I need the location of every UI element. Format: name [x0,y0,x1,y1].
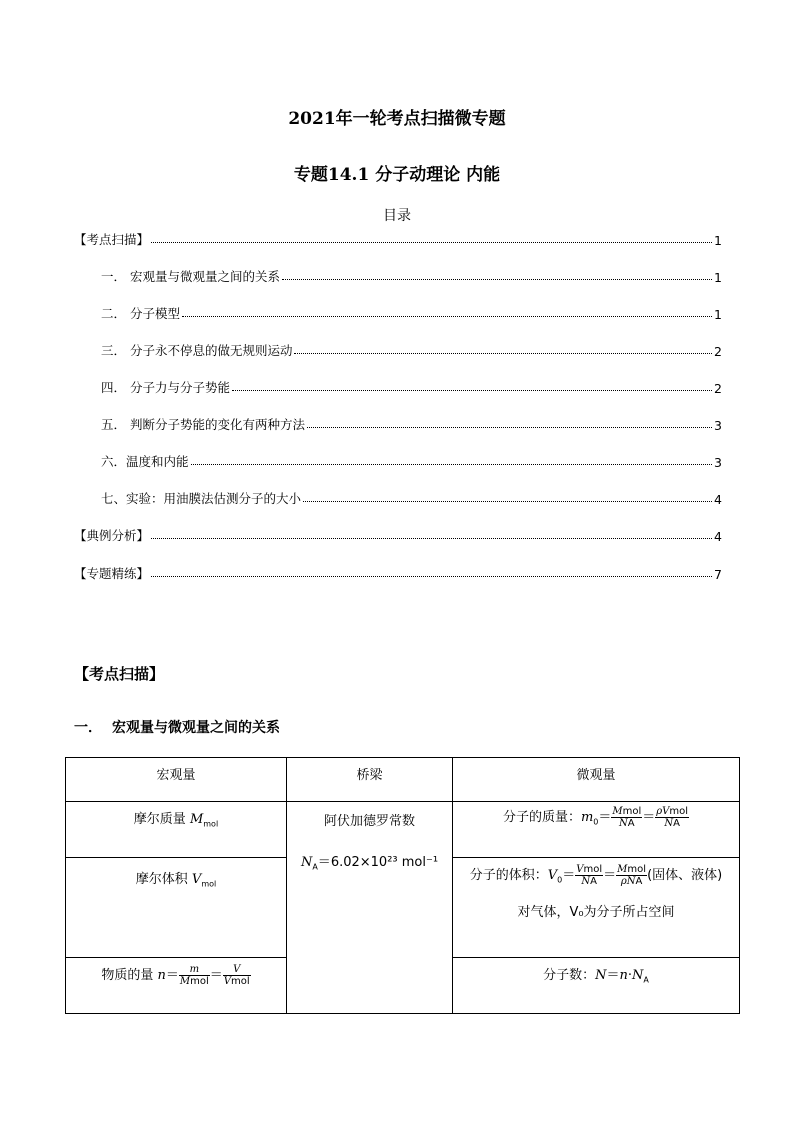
toc-item[interactable] [0,489,794,507]
molar-volume-label: 摩尔体积 [135,872,188,887]
toc-leader [151,575,712,577]
toc-heading: 目录 [383,208,411,224]
avogadro-formula: $N_A=6.02\times 10^{23}$ mol⁻¹ [300,855,439,872]
toc-item[interactable] [0,378,794,396]
toc-item-page: 3 [714,455,722,470]
cell-molecule-mass: 分子的质量：$m_0=$ $\frac{\text{Mmol}}{NA}$ ＝ $\frac{\text{ρVmol}}{NA}$ [453,802,740,858]
cell-molar-mass: 摩尔质量 $M_{mol}$ [66,802,287,858]
toc-item-page: 1 [714,233,722,248]
toc-leader [307,426,712,428]
toc-item-page: 2 [714,344,722,359]
subsection-title: 宏观量与微观量之间的关系 [112,720,280,736]
toc-item-text: 三． 分子永不停息的做无规则运动 [101,343,293,358]
toc-item[interactable] [0,230,794,248]
toc-item-page: 1 [714,307,722,322]
relation-table [65,757,740,1014]
toc-item-text: 二． 分子模型 [101,306,180,321]
cell-molecule-count: 分子数：$N=n\cdot N_A$ [453,958,740,1014]
toc-item-text: 【专题精练】 [74,566,150,581]
toc-item-text: 七、实验：用油膜法估测分子的大小 [101,491,302,506]
amount-label: 物质的量 [101,968,154,983]
section-heading: 【考点扫描】 [74,665,165,683]
subsection-number: 一． [74,720,102,736]
toc-item[interactable] [0,415,794,433]
document-title: 2021年一轮考点扫描微专题 [288,109,506,129]
document-subtitle: 专题14.1 分子动理论 内能 [293,165,501,185]
cell-molecule-volume [453,858,740,958]
toc-item-page: 4 [714,529,722,544]
subsection-heading [74,717,280,737]
toc-item[interactable] [0,341,794,359]
gas-note: 对气体，V₀为分子所占空间 [517,905,675,920]
toc-leader [151,241,712,243]
toc-item-text: 【考点扫描】 [74,232,150,247]
header-micro: 微观量 [453,758,740,802]
toc-item[interactable] [0,267,794,285]
toc-item[interactable] [0,564,794,582]
toc-item-text: 四． 分子力与分子势能 [101,380,230,395]
toc-item-text: 【典例分析】 [74,528,150,543]
toc-item-page: 3 [714,418,722,433]
toc-item-text: 五． 判断分子势能的变化有两种方法 [101,417,305,432]
toc-item-page: 2 [714,381,722,396]
toc-item[interactable] [0,452,794,470]
toc-item-page: 7 [714,567,722,582]
header-bridge: 桥梁 [287,758,453,802]
cell-molar-volume: 摩尔体积 $V_{mol}$ [66,858,287,958]
cell-amount: 物质的量 n＝ $\frac{m}{\text{Mmol}}$ ＝ $\frac{V}{\text{Vmol}}$ [66,958,287,1014]
molecule-volume-formula: 分子的体积：$V_0=$ $\frac{\text{Vmol}}{NA}$ ＝ $\frac{\text{Mmol}}{\text{ρNA}}$ (固体、液体) [469,864,723,887]
toc-item[interactable] [0,526,794,544]
header-macro: 宏观量 [66,758,287,802]
toc-item-text: 六．温度和内能 [101,454,189,469]
toc-leader [191,463,713,465]
toc-item-page: 1 [714,270,722,285]
molecule-count-label: 分子数： [543,968,596,983]
toc-leader [303,500,712,502]
toc-item[interactable] [0,304,794,322]
molecule-volume-label: 分子的体积： [469,868,548,883]
toc-item-text: 一． 宏观量与微观量之间的关系 [101,269,280,284]
molar-mass-label: 摩尔质量 [133,812,186,827]
toc-item-page: 4 [714,492,722,507]
toc-leader [182,315,712,317]
avogadro-value: 6.02×10²³ mol⁻¹ [330,855,439,870]
toc-leader [151,537,712,539]
toc-leader [232,389,712,391]
avogadro-label: 阿伏加德罗常数 [323,814,415,829]
cell-bridge [287,802,453,1014]
toc-leader [294,352,712,354]
toc-leader [282,278,712,280]
solid-liquid-note: (固体、液体) [647,868,723,883]
molecule-mass-label: 分子的质量： [502,810,581,825]
